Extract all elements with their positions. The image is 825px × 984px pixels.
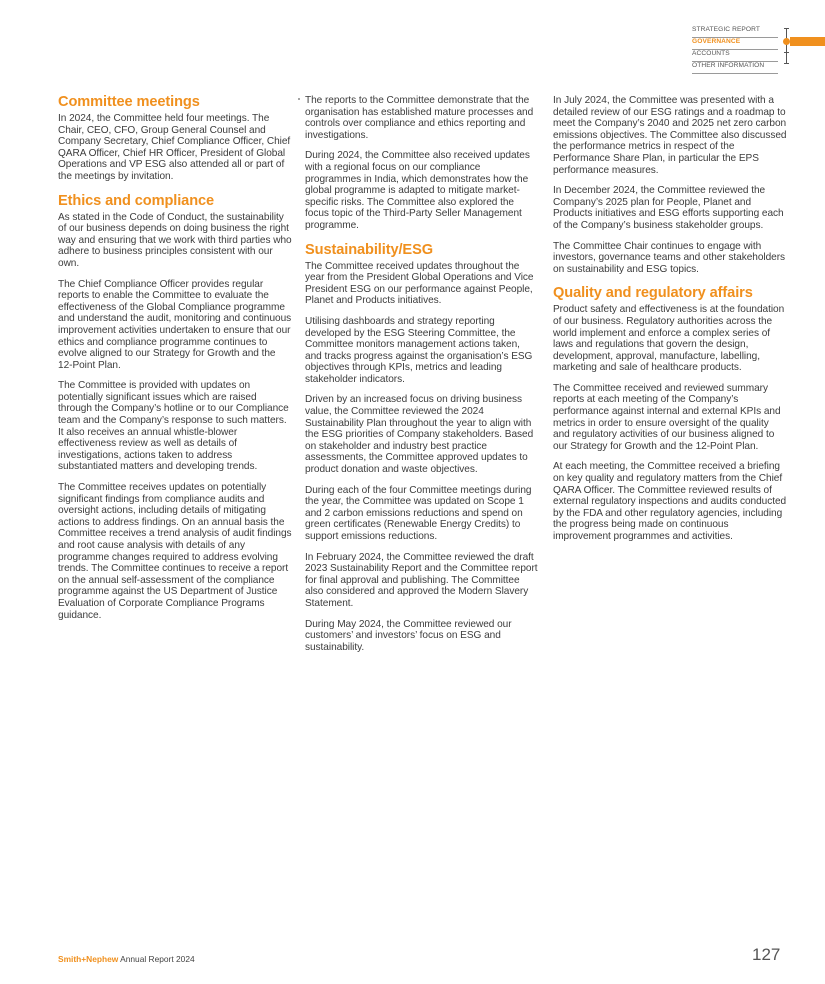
paragraph: The Committee receives updates on potentially significant findings from compliance audits and oversight actions, including details of mitigating actions to address findings. On an annual basis the Committee receives a trend analysis of audit findings and root cause analysis with details of any programme changes required to address evolving trends. The Committee continues to receive a report on the annual self-assessment of the compliance programme against the US Department of Justice Evaluation of Corporate Compliance Programs guidance. xyxy=(58,482,292,621)
column-3 xyxy=(553,93,787,552)
paragraph: In July 2024, the Committee was presented with a detailed review of our ESG ratings and a roadmap to meet the Company’s 2040 and 2025 net zero carbon emissions objectives. The Committee also discussed the performance metrics in respect of the Performance Share Plan, in particular the EPS performance measures. xyxy=(553,95,787,176)
paragraph: In 2024, the Committee held four meetings. The Chair, CEO, CFO, Group General Counsel and Company Secretary, Chief Compliance Officer, Chief QARA Officer, Chief HR Officer, President of Global Operations and VP ESG also attended all or part of the meetings by invitation. xyxy=(58,113,291,182)
heading-committee-meetings: Committee meetings xyxy=(58,94,200,110)
column-2 xyxy=(305,93,539,662)
paragraph: During May 2024, the Committee reviewed our customers’ and investors’ focus on ESG and sustainability. xyxy=(305,618,512,653)
heading-sustainability-esg: Sustainability/ESG xyxy=(305,241,433,258)
paragraph: The Committee received and reviewed summary reports at each meeting of the Company’s performance against internal and external KPIs and metrics in order to ensure oversight of the quality and regulatory activities of our business aligned to our Strategy for Growth and the 12-Point Plan. xyxy=(553,382,781,452)
paragraph: As stated in the Code of Conduct, the sustainability of our business depends on doing business the right way and ensuring that we work with third parties who adhere to business principles consistent with our own. xyxy=(58,211,292,269)
paragraph: The reports to the Committee demonstrate that the organisation has established mature processes and controls over compliance and ethics reporting and investigations. xyxy=(305,95,534,141)
paragraph: During each of the four Committee meetings during the year, the Committee was updated on Scope 1 and 2 carbon emissions reductions and spend on green certificates (Renewable Energy Credits) to support emissions reductions. xyxy=(305,484,532,542)
brand-name: Smith+Nephew xyxy=(58,954,119,964)
nav-tick xyxy=(784,63,789,64)
paragraph: In February 2024, the Committee reviewed the draft 2023 Sustainability Report and the Committee report for final approval and publishing. The Committee also considered and approved the Modern Slavery Statement. xyxy=(305,551,538,609)
nav-accounts[interactable]: ACCOUNTS xyxy=(692,50,778,62)
nav-strategic-report[interactable]: STRATEGIC REPORT xyxy=(692,26,778,38)
active-section-marker xyxy=(790,37,825,46)
footer-report-title xyxy=(58,954,195,964)
column-marker xyxy=(298,98,300,100)
paragraph: The Committee Chair continues to engage with investors, governance teams and other stakeholders on sustainability and ESG topics. xyxy=(553,240,786,275)
paragraph: The Committee received updates throughout the year from the President Global Operations and Vice President ESG on our performance against People, Planet and Products initiatives. xyxy=(305,260,534,307)
active-section-dot xyxy=(783,38,790,45)
nav-other-information[interactable]: OTHER INFORMATION xyxy=(692,62,778,74)
section-nav xyxy=(692,26,778,74)
page-number: 127 xyxy=(752,945,781,964)
nav-tick xyxy=(784,28,789,29)
paragraph: Utilising dashboards and strategy reporting developed by the ESG Steering Committee, the Committee monitors management actions taken, and tracks progress against the organisation’s ESG objectives through KPIs, metrics and leading stakeholder indicators. xyxy=(305,315,533,385)
heading-ethics-compliance: Ethics and compliance xyxy=(58,192,215,209)
nav-rail xyxy=(786,28,787,64)
heading-quality-regulatory: Quality and regulatory affairs xyxy=(553,285,753,302)
paragraph: At each meeting, the Committee received a briefing on key quality and regulatory matters from the Chief QARA Officer. The Committee reviewed results of external regulatory inspections and audits conducted by the FDA and other regulatory agencies, including the progress being made on continuous improvement programmes and activities. xyxy=(553,461,787,542)
paragraph: Product safety and effectiveness is at the foundation of our business. Regulatory authorities across the world implement and enforce a complex series of laws and regulations that govern the design, development, approval, manufacture, labelling, marketing and sale of healthcare products. xyxy=(553,304,785,374)
nav-tick xyxy=(784,52,789,53)
nav-governance[interactable]: GOVERNANCE xyxy=(692,38,778,50)
paragraph: The Committee is provided with updates on potentially significant issues which are raised through the Company’s hotline or to our Compliance team and the Company’s response to such matters. It also receives an annual whistle-blower effectiveness review as well as details of investigations, actions taken to address substantiated matters and developing trends. xyxy=(58,380,289,473)
paragraph: The Chief Compliance Officer provides regular reports to enable the Committee to evaluate the effectiveness of the Global Compliance programme and understand the audit, monitoring and continuous improvement activities undertaken to ensure that our ethics and compliance programme continues to evolve aligned to our Strategy for Growth and the 12-Point Plan. xyxy=(58,278,292,371)
paragraph: Driven by an increased focus on driving business value, the Committee reviewed the 2024 Sustainability Plan throughout the year to align with the ESG priorities of Company stakeholders. Based on stakeholder and industry best practice assessments, the Committee approved updates to product donation and waste objectives. xyxy=(305,394,534,476)
paragraph: During 2024, the Committee also received updates with a regional focus on our compliance programmes in India, which demonstrates how the global programme is adapted to mitigate market-specific risks. The Committee also explored the focus topic of the Third-Party Seller Management programme. xyxy=(305,150,530,231)
report-name: Annual Report 2024 xyxy=(118,954,195,964)
paragraph: In December 2024, the Committee reviewed the Company’s 2025 plan for People, Planet and Products initiatives and ESG efforts supporting each of the Company’s business stakeholder groups. xyxy=(553,185,784,231)
column-1 xyxy=(58,93,292,630)
